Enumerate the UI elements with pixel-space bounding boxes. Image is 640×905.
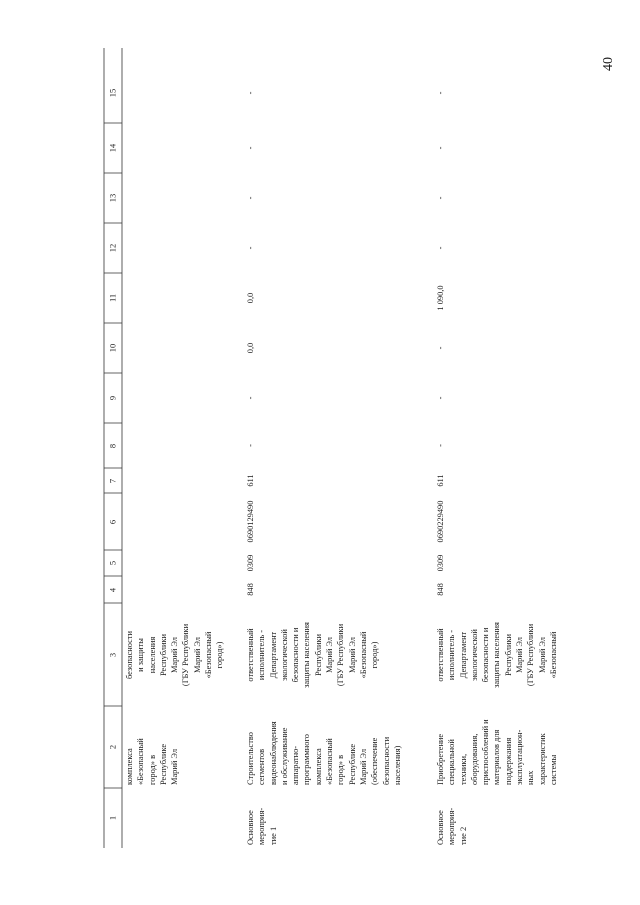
col-header-11: 11 — [108, 293, 118, 303]
col-header-15: 15 — [108, 88, 118, 98]
rotated-table-page — [98, 48, 623, 848]
col-header-1: 1 — [108, 815, 118, 821]
col-header-14: 14 — [108, 143, 118, 153]
col-header-3: 3 — [108, 652, 118, 658]
row1-col15: - — [246, 91, 255, 95]
col-header-7: 7 — [108, 478, 118, 484]
col-header-4: 4 — [108, 587, 118, 593]
row1-col9: - — [246, 396, 255, 400]
row2-col2-description: Приобретение специальной техники, оборудования, приспособлений и материалов для поддержания эксплуатацион- ных характеристик системы — [436, 719, 558, 785]
row2-col12: - — [436, 246, 445, 250]
row1-col10: 0,0 — [246, 342, 255, 354]
row1-col8: - — [246, 444, 255, 447]
row2-col6: 0690229490 — [436, 500, 445, 543]
continuation-col3-text: безопасности и защиты населения Республики Марий Эл (ГБУ Республики Марий Эл «Безопасный город») — [125, 623, 225, 687]
col-header-2: 2 — [108, 744, 118, 750]
row1-col3-executor: ответственный исполнитель - Департамент экологической безопасности и защиты населения Республики Марий Эл (ГБУ Республики Марий Эл «Безопасный город») — [246, 622, 380, 688]
col-header-6: 6 — [108, 519, 118, 525]
row2-col4: 848 — [436, 583, 445, 596]
row1-col1-measure: Основное мероприя- тие 1 — [246, 807, 278, 845]
row2-col3-executor: ответственный исполнитель - Департамент экологической безопасности и защиты населения Республики Марий Эл (ГБУ Республики Марий Эл «Безопасный — [436, 622, 558, 688]
col-header-9: 9 — [108, 395, 118, 401]
row2-col8: - — [436, 444, 445, 447]
row1-col4: 848 — [246, 583, 255, 596]
row2-col9: - — [436, 396, 445, 400]
row2-col10: - — [436, 346, 445, 350]
col-header-10: 10 — [108, 343, 118, 353]
row2-col13: - — [436, 196, 445, 200]
row2-col15: - — [436, 91, 445, 95]
row1-col11: 0,0 — [246, 292, 255, 304]
col-header-8: 8 — [108, 443, 118, 449]
col-header-12: 12 — [108, 243, 118, 253]
row1-col6: 0690129490 — [246, 500, 255, 543]
row2-col1-measure: Основное мероприя- тие 2 — [436, 807, 468, 845]
row1-col2-description: Строительство сегментов видеонаблюдения и обслуживание аппаратно- программного комплекса «Безопасный город» в Республике Марий Эл (обеспечение безопасности населения) — [246, 721, 402, 785]
col-header-5: 5 — [108, 560, 118, 566]
row1-col7: 611 — [246, 474, 255, 487]
col-header-13: 13 — [108, 193, 118, 203]
continuation-col2-text: комплекса «Безопасный город» в Республике Марий Эл — [125, 738, 180, 785]
row2-col7: 611 — [436, 474, 445, 487]
row1-col5: 0309 — [246, 554, 255, 572]
row1-col13: - — [246, 196, 255, 200]
row1-col14: - — [246, 146, 255, 150]
row2-col11: 1 090,0 — [436, 285, 445, 311]
row1-col12: - — [246, 246, 255, 250]
page-number: 40 — [601, 57, 616, 71]
row2-col14: - — [436, 146, 445, 150]
row2-col5: 0309 — [436, 554, 445, 572]
